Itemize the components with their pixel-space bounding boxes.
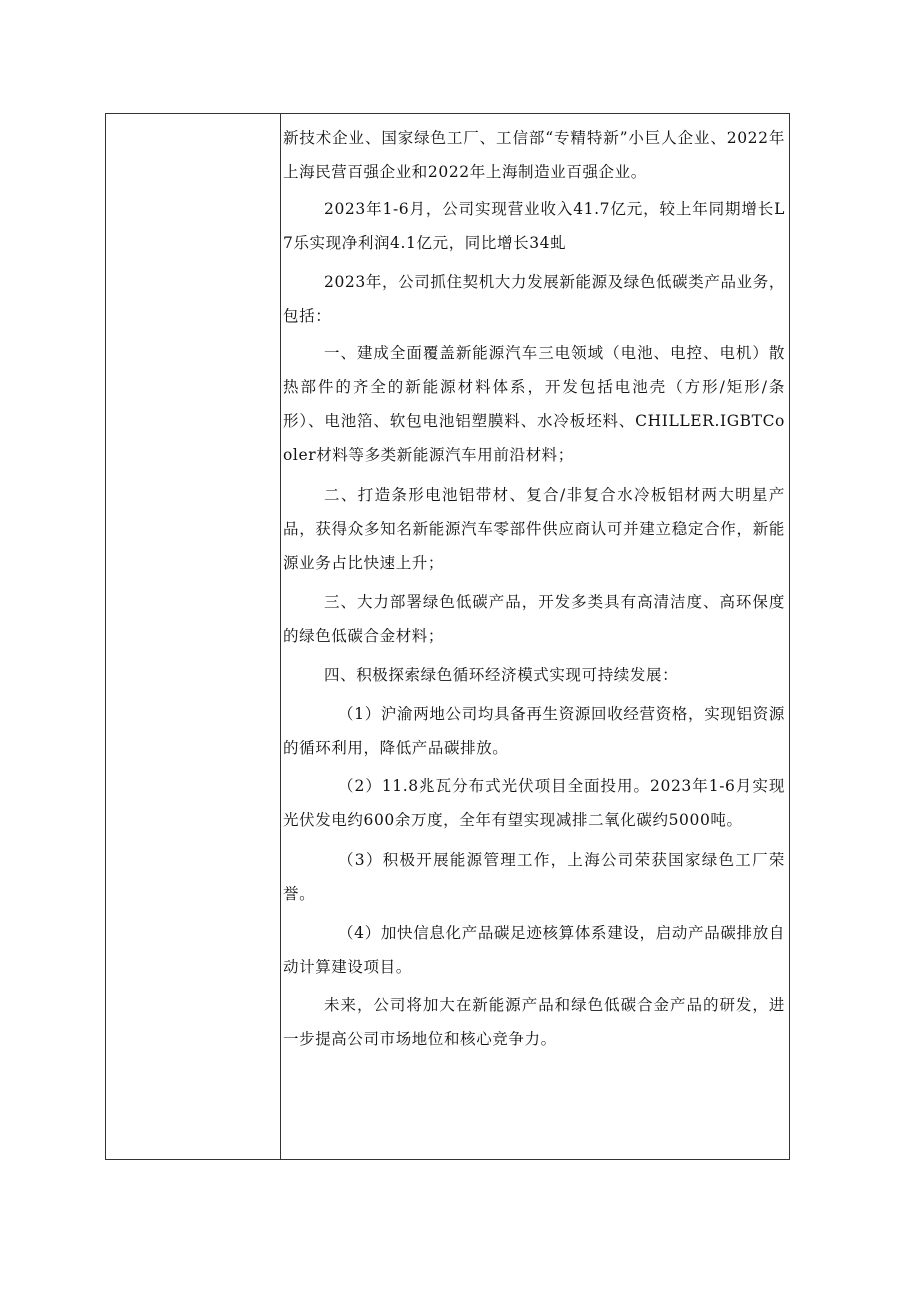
content-table	[105, 113, 790, 1160]
paragraph-item-two: 二、打造条形电池铝带材、复合/非复合水冷板铝材两大明星产品，获得众多知名新能源汽车零部件供应商认可并建立稳定合作，新能源业务占比快速上升；	[283, 486, 785, 572]
paragraph-sub-item-3: （3）积极开展能源管理工作，上海公司荣获国家绿色工厂荣誉。	[283, 851, 785, 903]
paragraph-sub-item-1: （1）沪渝两地公司均具备再生资源回收经营资格，实现铝资源的循环利用，降低产品碳排放。	[283, 705, 785, 757]
paragraph-financial-results: 2023年1-6月，公司实现营业收入41.7亿元，较上年同期增长L7乐实现净利润4.1亿元，同比增长34虬	[283, 200, 785, 252]
paragraph-sub-item-2: （2）11.8兆瓦分布式光伏项目全面投用。2023年1-6月实现光伏发电约600余万度，全年有望实现减排二氧化碳约5000吨。	[283, 777, 785, 829]
paragraph-item-one: 一、建成全面覆盖新能源汽车三电领域（电池、电控、电机）散热部件的齐全的新能源材料体系，开发包括电池壳（方形/矩形/条形）、电池箔、软包电池铝塑膜料、水冷板坯料、CHILLER.IGBTCooler材料等多类新能源汽车用前沿材料；	[283, 344, 785, 464]
paragraph-business-intro: 2023年，公司抓住契机大力发展新能源及绿色低碳类产品业务，包括：	[283, 273, 785, 325]
paragraph-future-outlook: 未来，公司将加大在新能源产品和绿色低碳合金产品的研发，进一步提高公司市场地位和核心竞争力。	[283, 996, 785, 1048]
table-content-cell	[281, 114, 789, 1159]
paragraph-item-three: 三、大力部署绿色低碳产品，开发多类具有高清洁度、高环保度的绿色低碳合金材料；	[283, 593, 785, 645]
table-label-cell	[106, 114, 281, 1159]
paragraph-item-four: 四、积极探索绿色循环经济模式实现可持续发展：	[324, 666, 679, 684]
paragraph-sub-item-4: （4）加快信息化产品碳足迹核算体系建设，启动产品碳排放自动计算建设项目。	[283, 924, 785, 976]
paragraph-company-honors: 新技术企业、国家绿色工厂、工信部“专精特新”小巨人企业、2022年上海民营百强企业和2022年上海制造业百强企业。	[283, 129, 785, 181]
